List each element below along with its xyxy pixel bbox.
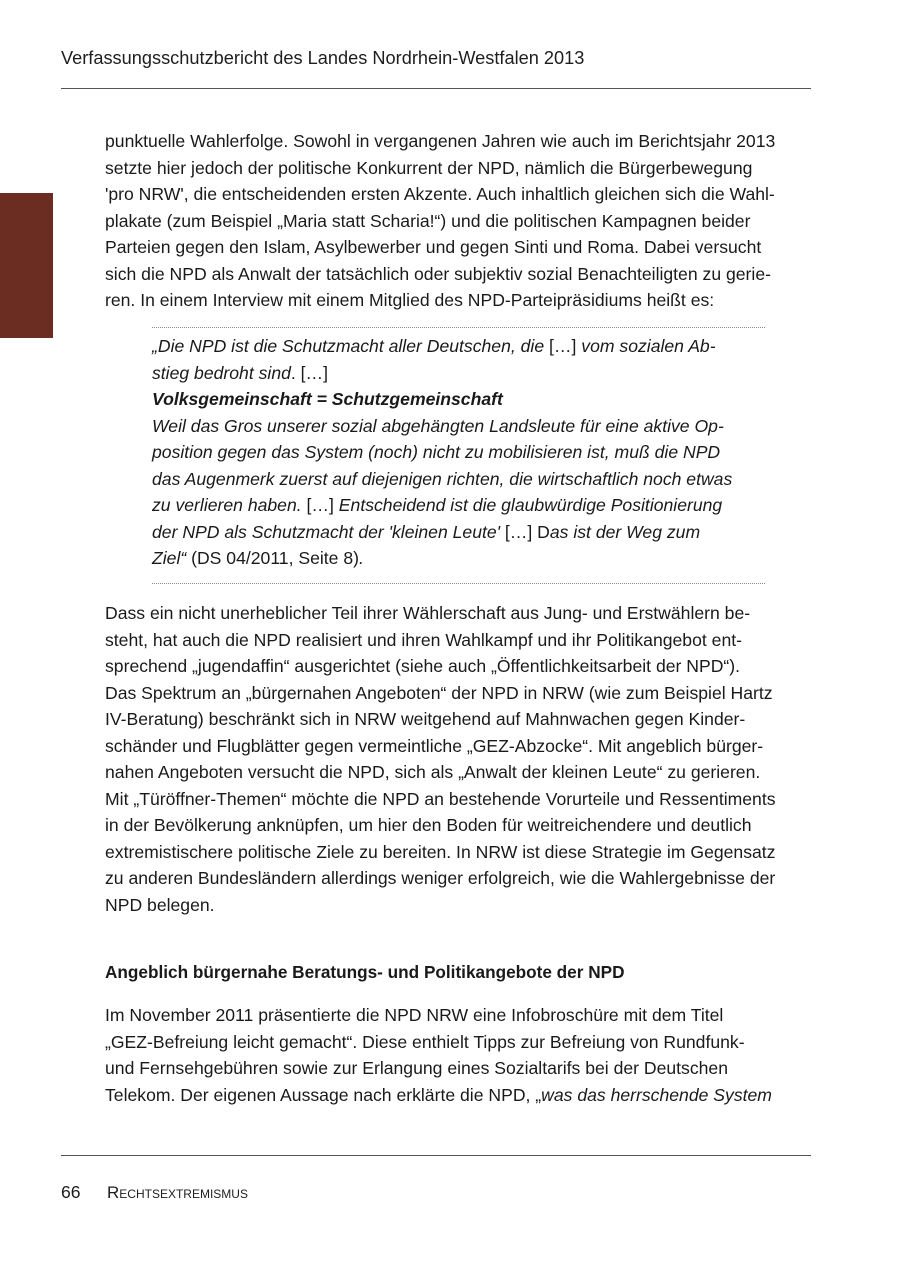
- text-line: Mit „Türöffner-Themen“ möchte die NPD an bestehende Vorurteile und Ressentiments: [105, 788, 776, 809]
- quote-line: [152, 360, 772, 387]
- text-line: extremistischere politische Ziele zu bereiten. In NRW ist diese Strategie im Gegensatz: [105, 841, 776, 862]
- paragraph-3: [105, 1002, 817, 1108]
- quote-text: der NPD als Schutzmacht der 'kleinen Leute': [152, 521, 505, 542]
- paragraph-2: [105, 600, 817, 918]
- quote-line: [152, 545, 772, 572]
- text-line: sprechend „jugendaffin“ ausgerichtet (siehe auch „Öffentlichkeitsarbeit der NPD“).: [105, 656, 741, 676]
- text-line: ren. In einem Interview mit einem Mitglied des NPD-Parteipräsidiums heißt es:: [105, 290, 715, 310]
- footer-rule: [61, 1155, 811, 1156]
- quote-text: as ist der Weg zum: [549, 521, 701, 542]
- quote-text: position gegen das System (noch) nicht zu mobilisieren ist, muß die NPD: [152, 442, 721, 462]
- text-line: [105, 1082, 817, 1109]
- quote-text: zu verlieren haben.: [152, 495, 307, 515]
- text-line: 'pro NRW', die entscheidenden ersten Akzente. Auch inhaltlich gleichen sich die Wahl-: [105, 184, 775, 204]
- quote-top-divider: [152, 327, 765, 328]
- page-number: 66: [61, 1182, 81, 1202]
- quote-text: […]: [306, 495, 339, 515]
- text-span: Telekom. Der eigenen Aussage nach erklärte die NPD, „: [105, 1084, 542, 1105]
- text-line: setzte hier jedoch der politische Konkurrent der NPD, nämlich die Bürgerbewegung: [105, 157, 753, 178]
- quote-text: stieg bedroht sind: [152, 362, 291, 383]
- quote-text: […]: [549, 336, 582, 356]
- text-line: IV-Beratung) beschränkt sich in NRW weitgehend auf Mahnwachen gegen Kinder-: [105, 709, 746, 729]
- quote-text: […] D: [504, 521, 550, 542]
- text-line: Parteien gegen den Islam, Asylbewerber und gegen Sinti und Roma. Dabei versucht: [105, 237, 762, 257]
- text-line: sich die NPD als Anwalt der tatsächlich oder subjektiv sozial Benachteiligten zu gerie-: [105, 263, 771, 284]
- paragraph-1: [105, 128, 817, 314]
- text-line: und Fernsehgebühren sowie zur Erlangung eines Sozialtarifs bei der Deutschen: [105, 1058, 728, 1078]
- text-line: zu anderen Bundesländern allerdings weniger erfolgreich, wie die Wahlergebnisse der: [105, 868, 776, 888]
- block-quote: [152, 333, 772, 572]
- header-rule: [61, 88, 811, 89]
- text-line: Das Spektrum an „bürgernahen Angeboten“ der NPD in NRW (wie zum Beispiel Hartz: [105, 682, 773, 703]
- text-span-italic: was das herrschende System: [541, 1084, 772, 1105]
- section-heading: Angeblich bürgernahe Beratungs- und Politikangebote der NPD: [105, 962, 625, 982]
- quote-bottom-divider: [152, 583, 765, 584]
- quote-text: das Augenmerk zuerst auf diejenigen richten, die wirtschaftlich noch etwas: [152, 468, 733, 489]
- quote-line: [152, 333, 772, 360]
- footer-section-title: Rechtsextremismus: [107, 1183, 248, 1202]
- quote-line: [152, 439, 772, 466]
- page-header-title: Verfassungsschutzbericht des Landes Nordrhein-Westfalen 2013: [61, 48, 585, 68]
- quote-text: . […]: [290, 362, 329, 383]
- text-line: in der Bevölkerung anknüpfen, um hier den Boden für weitreichendere und deutlich: [105, 815, 752, 835]
- text-line: punktuelle Wahlerfolge. Sowohl in vergangenen Jahren wie auch im Berichtsjahr 2013: [105, 131, 776, 151]
- quote-line: [152, 386, 772, 413]
- quote-line: [152, 413, 772, 440]
- quote-text: vom sozialen Ab-: [581, 336, 716, 356]
- quote-text: .: [359, 548, 364, 568]
- text-line: Dass ein nicht unerheblicher Teil ihrer Wählerschaft aus Jung- und Erstwählern be-: [105, 603, 751, 623]
- text-line: schänder und Flugblätter gegen vermeintliche „GEZ-Abzocke“. Mit angeblich bürger-: [105, 735, 764, 756]
- text-line: Im November 2011 präsentierte die NPD NRW eine Infobroschüre mit dem Titel: [105, 1005, 724, 1025]
- text-line: NPD belegen.: [105, 894, 215, 915]
- quote-text: Entscheidend ist die glaubwürdige Positionierung: [338, 495, 723, 515]
- quote-text: Ziel“: [152, 548, 187, 568]
- quote-subheading: Volksgemeinschaft = Schutzgemeinschaft: [152, 389, 503, 409]
- quote-text: Weil das Gros unserer sozial abgehängten Landsleute für eine aktive Op-: [152, 415, 724, 436]
- quote-text: „Die NPD ist die Schutzmacht aller Deutschen, die: [152, 336, 550, 356]
- quote-line: [152, 466, 772, 493]
- quote-line: [152, 519, 772, 546]
- text-line: plakate (zum Beispiel „Maria statt Scharia!“) und die politischen Kampagnen beider: [105, 210, 751, 231]
- text-line: steht, hat auch die NPD realisiert und ihren Wahlkampf und ihr Politikangebot ent-: [105, 629, 742, 650]
- text-line: „GEZ-Befreiung leicht gemacht“. Diese enthielt Tipps zur Befreiung von Rundfunk-: [105, 1031, 745, 1052]
- quote-citation: (DS 04/2011, Seite 8): [186, 548, 359, 568]
- chapter-side-tab: [0, 193, 53, 338]
- page-footer: [61, 1180, 248, 1205]
- text-line: nahen Angeboten versucht die NPD, sich als „Anwalt der kleinen Leute“ zu gerieren.: [105, 762, 761, 782]
- quote-line: [152, 492, 772, 519]
